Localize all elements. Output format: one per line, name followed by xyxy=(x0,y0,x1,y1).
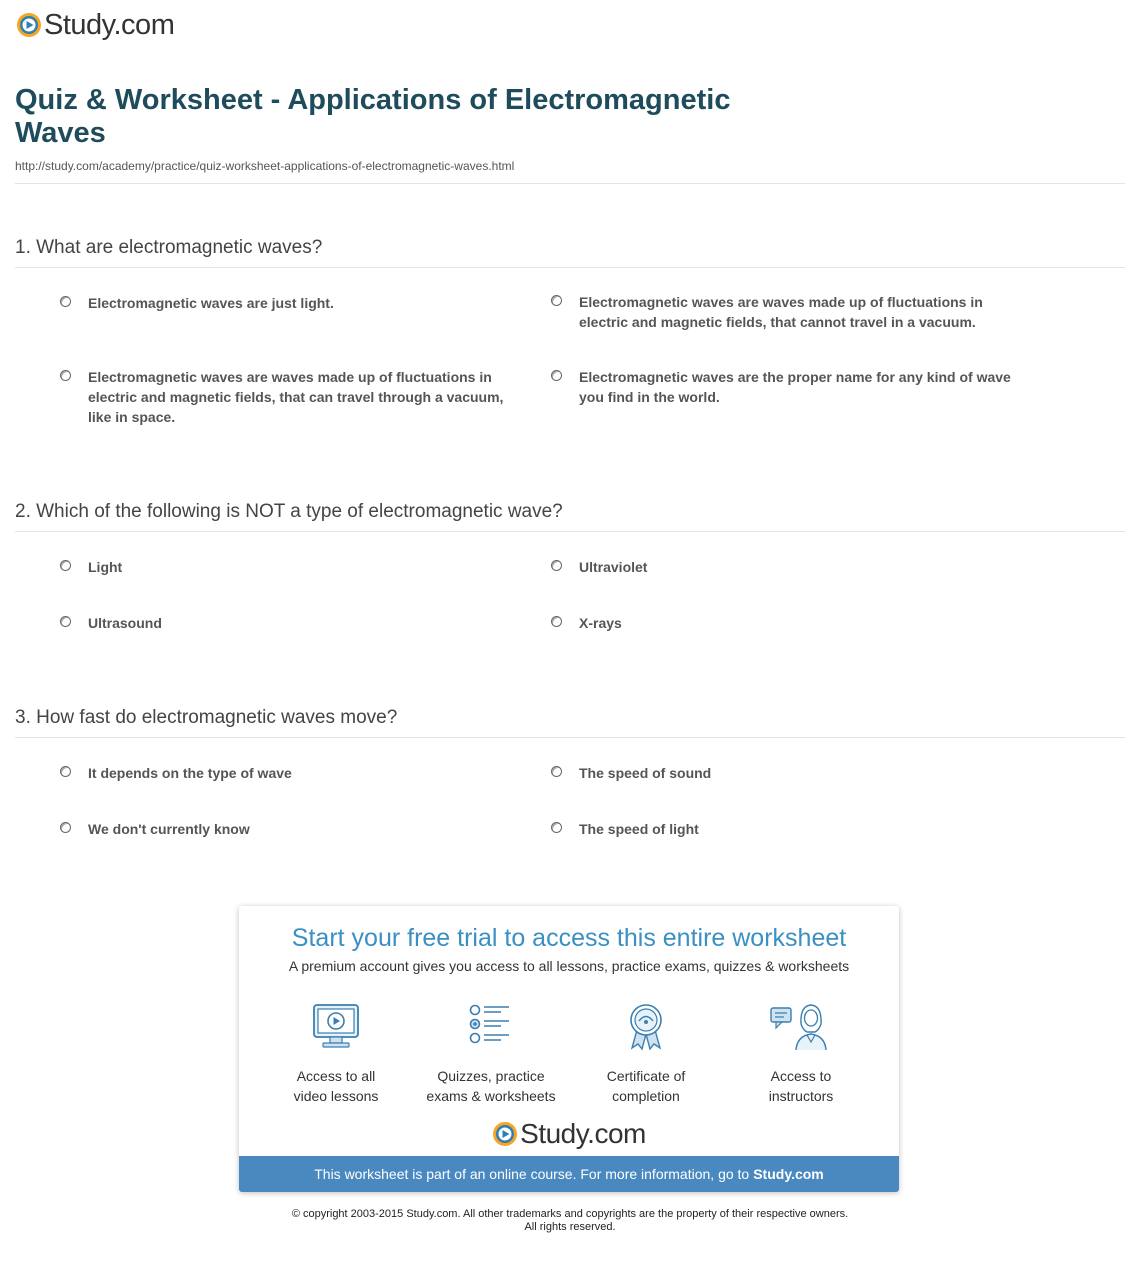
promo-banner xyxy=(239,1156,899,1192)
copyright-notice xyxy=(0,1208,1140,1234)
question-3-option-c[interactable] xyxy=(60,819,510,839)
radio-button[interactable] xyxy=(60,296,71,307)
answer-text: X-rays xyxy=(579,615,622,631)
answer-text: We don't currently know xyxy=(88,821,250,837)
question-3-option-b[interactable] xyxy=(551,763,1011,783)
question-3-title: 3. How fast do electromagnetic waves move? xyxy=(15,707,398,728)
question-1-title: 1. What are electromagnetic waves? xyxy=(15,237,323,258)
feature-label: Access to instructors xyxy=(768,1068,834,1104)
feature-label: Certificate of completion xyxy=(606,1068,686,1104)
question-2-title: 2. Which of the following is NOT a type of electromagnetic wave? xyxy=(15,501,563,522)
radio-button[interactable] xyxy=(60,370,71,381)
radio-button[interactable] xyxy=(60,822,71,833)
answer-text: Ultrasound xyxy=(88,615,162,631)
radio-button[interactable] xyxy=(60,766,71,777)
answer-text: Electromagnetic waves are waves made up of fluctuations in electric and magnetic fields, that cannot travel in a vacuum. xyxy=(579,294,983,330)
free-trial-promo xyxy=(239,906,899,1192)
divider xyxy=(15,183,1125,184)
study-logo-icon xyxy=(16,12,42,38)
divider xyxy=(15,267,1125,268)
question-1-option-c[interactable] xyxy=(60,367,530,427)
radio-button[interactable] xyxy=(551,560,562,571)
logo-text: Study.com xyxy=(520,1118,646,1149)
page-url: http://study.com/academy/practice/quiz-worksheet-applications-of-electromagnetic-waves.html xyxy=(15,159,515,173)
promo-study-logo[interactable] xyxy=(239,1118,899,1150)
logo-text: Study.com xyxy=(44,9,175,41)
copyright-line-2: All rights reserved. xyxy=(524,1221,616,1233)
answer-text: The speed of light xyxy=(579,821,699,837)
feature-label: Access to all video lessons xyxy=(293,1068,379,1104)
radio-button[interactable] xyxy=(551,616,562,627)
certificate-ribbon-icon xyxy=(620,1002,672,1052)
page-title: Quiz & Worksheet - Applications of Electromagnetic Waves xyxy=(15,84,731,149)
answer-text: Electromagnetic waves are just light. xyxy=(88,295,334,311)
feature-certificate xyxy=(566,1002,726,1106)
promo-subheading: A premium account gives you access to all lessons, practice exams, quizzes & worksheets xyxy=(288,958,850,974)
quiz-list-icon xyxy=(465,1002,517,1052)
radio-button[interactable] xyxy=(551,766,562,777)
study-logo-icon xyxy=(492,1121,518,1147)
promo-heading[interactable]: Start your free trial to access this entire worksheet xyxy=(291,924,847,952)
banner-link[interactable]: Study.com xyxy=(753,1166,824,1182)
feature-label: Quizzes, practice exams & worksheets xyxy=(426,1068,556,1104)
video-lesson-icon xyxy=(310,1002,362,1052)
answer-text: Light xyxy=(88,559,123,575)
question-1-option-d[interactable] xyxy=(551,367,1036,407)
instructor-chat-icon xyxy=(769,1002,833,1052)
radio-button[interactable] xyxy=(551,370,562,381)
question-2-option-b[interactable] xyxy=(551,557,1011,577)
question-2-option-a[interactable] xyxy=(60,557,510,577)
question-1-option-a[interactable] xyxy=(60,293,510,313)
question-2-option-c[interactable] xyxy=(60,613,510,633)
answer-text: Ultraviolet xyxy=(579,559,648,575)
answer-text: Electromagnetic waves are the proper name for any kind of wave you find in the world. xyxy=(579,369,1011,405)
feature-video-lessons xyxy=(256,1002,416,1106)
answer-text: It depends on the type of wave xyxy=(88,765,292,781)
radio-button[interactable] xyxy=(60,616,71,627)
feature-quizzes xyxy=(411,1002,571,1106)
feature-instructors xyxy=(721,1002,881,1106)
copyright-line-1: © copyright 2003-2015 Study.com. All other trademarks and copyrights are the property of their respective owners. xyxy=(291,1208,849,1220)
question-3-option-a[interactable] xyxy=(60,763,510,783)
question-1-option-b[interactable] xyxy=(551,292,1011,332)
study-logo[interactable] xyxy=(16,9,174,41)
divider xyxy=(15,531,1125,532)
radio-button[interactable] xyxy=(60,560,71,571)
question-2-option-d[interactable] xyxy=(551,613,1011,633)
radio-button[interactable] xyxy=(551,295,562,306)
answer-text: Electromagnetic waves are waves made up of fluctuations in electric and magnetic fields, that can travel through a vacuum, like in space. xyxy=(88,369,504,425)
question-3-option-d[interactable] xyxy=(551,819,1011,839)
answer-text: The speed of sound xyxy=(579,765,712,781)
banner-text: This worksheet is part of an online course. For more information, go to xyxy=(314,1166,750,1182)
divider xyxy=(15,737,1125,738)
radio-button[interactable] xyxy=(551,822,562,833)
